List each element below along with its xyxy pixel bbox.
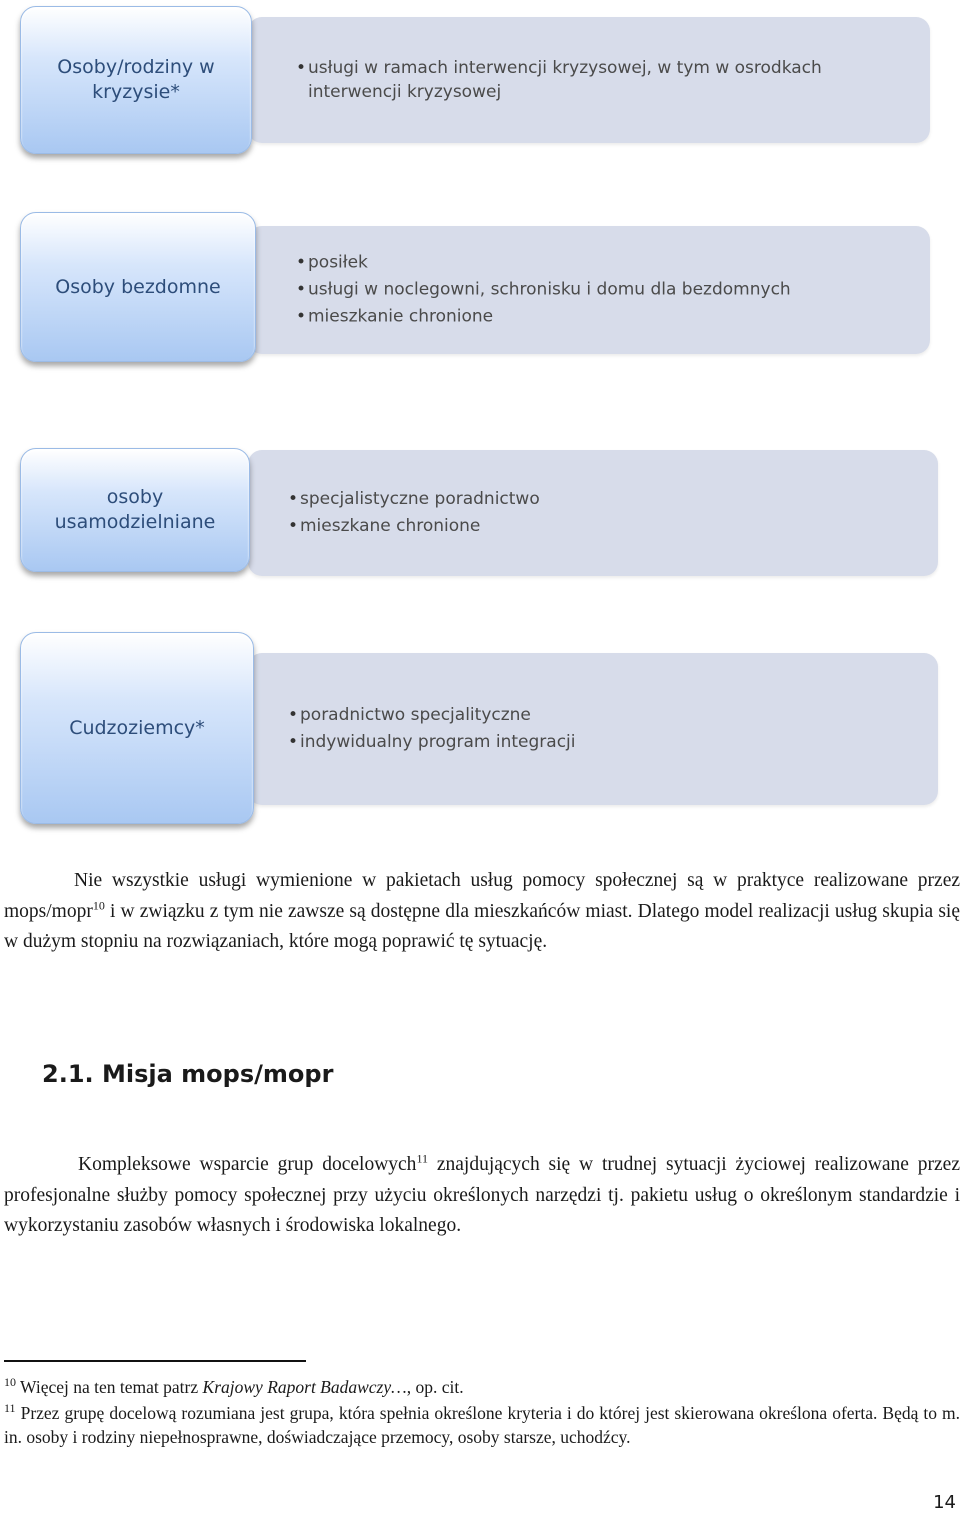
footnote-number: 10 bbox=[4, 1375, 16, 1390]
services-list bbox=[290, 486, 540, 540]
service-item: • specjalistyczne poradnictwo bbox=[290, 486, 540, 513]
section-heading: 2.1. Misja mops/mopr bbox=[42, 1060, 334, 1088]
group-label: Cudzoziemcy* bbox=[20, 632, 254, 824]
footnote-10 bbox=[4, 1375, 960, 1399]
footnote-text: Więcej na ten temat patrz bbox=[16, 1377, 203, 1397]
paragraph-text: Kompleksowe wsparcie grup docelowych bbox=[78, 1154, 417, 1175]
services-panel bbox=[248, 450, 938, 576]
footnote-ref: 11 bbox=[416, 1151, 428, 1166]
footnote-text: , op. cit. bbox=[406, 1377, 464, 1397]
service-item: • poradnictwo specjalityczne bbox=[290, 702, 576, 729]
paragraph-text: znajdujących się w trudnej sytuacji życiowej realizowane przez profesjonalne służby pomocy społecznej przy użyciu określonych narzędzi tj. pakietu usług o określonym standardzie i wykorzystaniu zasobów własnych i środowiska lokalnego. bbox=[4, 1154, 960, 1236]
footnote-number: 11 bbox=[4, 1401, 16, 1416]
services-list bbox=[290, 702, 576, 756]
service-item: • indywidualny program integracji bbox=[290, 729, 576, 756]
service-item: • usługi w noclegowni, schronisku i domu dla bezdomnych bbox=[298, 277, 791, 304]
group-label: Osoby bezdomne bbox=[20, 212, 256, 362]
services-panel bbox=[248, 226, 930, 354]
body-paragraph bbox=[4, 1150, 960, 1242]
group-label: osoby usamodzielniane bbox=[20, 448, 250, 572]
page-number: 14 bbox=[933, 1492, 956, 1513]
services-list bbox=[298, 250, 791, 331]
service-item: • posiłek bbox=[298, 250, 791, 277]
service-item: • usługi w ramach interwencji kryzysowej, w tym w osrodkach interwencji kryzysowej bbox=[298, 56, 868, 104]
footnote-ref: 10 bbox=[92, 898, 105, 912]
body-paragraph bbox=[4, 866, 960, 958]
service-item: • mieszkane chronione bbox=[290, 513, 540, 540]
services-panel bbox=[248, 17, 930, 143]
service-item: • mieszkanie chronione bbox=[298, 304, 791, 331]
paragraph-text: i w związku z tym nie zawsze są dostępne dla mieszkańców miast. Dlatego model realizacji usług skupia się w dużym stopniu na rozwiązaniach, które mogą poprawić tę sytuację. bbox=[4, 900, 960, 952]
services-list bbox=[298, 56, 868, 104]
footnote-11 bbox=[4, 1401, 960, 1449]
paragraph-text: Nie wszystkie usługi wymienione w pakietach usług pomocy społecznej są w praktyce realizowane przez mops/mopr bbox=[4, 870, 960, 922]
footnote-separator bbox=[4, 1360, 306, 1362]
group-label: Osoby/rodziny w kryzysie* bbox=[20, 6, 252, 154]
footnote-text: Przez grupę docelową rozumiana jest grupa, która spełnia określone kryteria i do której jest skierowana określona oferta. Będą to m. in. osoby i rodziny niepełnosprawne, doświadczające przemocy, osoby starsze, uchodźcy. bbox=[4, 1403, 960, 1447]
services-panel bbox=[248, 653, 938, 805]
footnote-title: Krajowy Raport Badawczy… bbox=[202, 1377, 407, 1397]
